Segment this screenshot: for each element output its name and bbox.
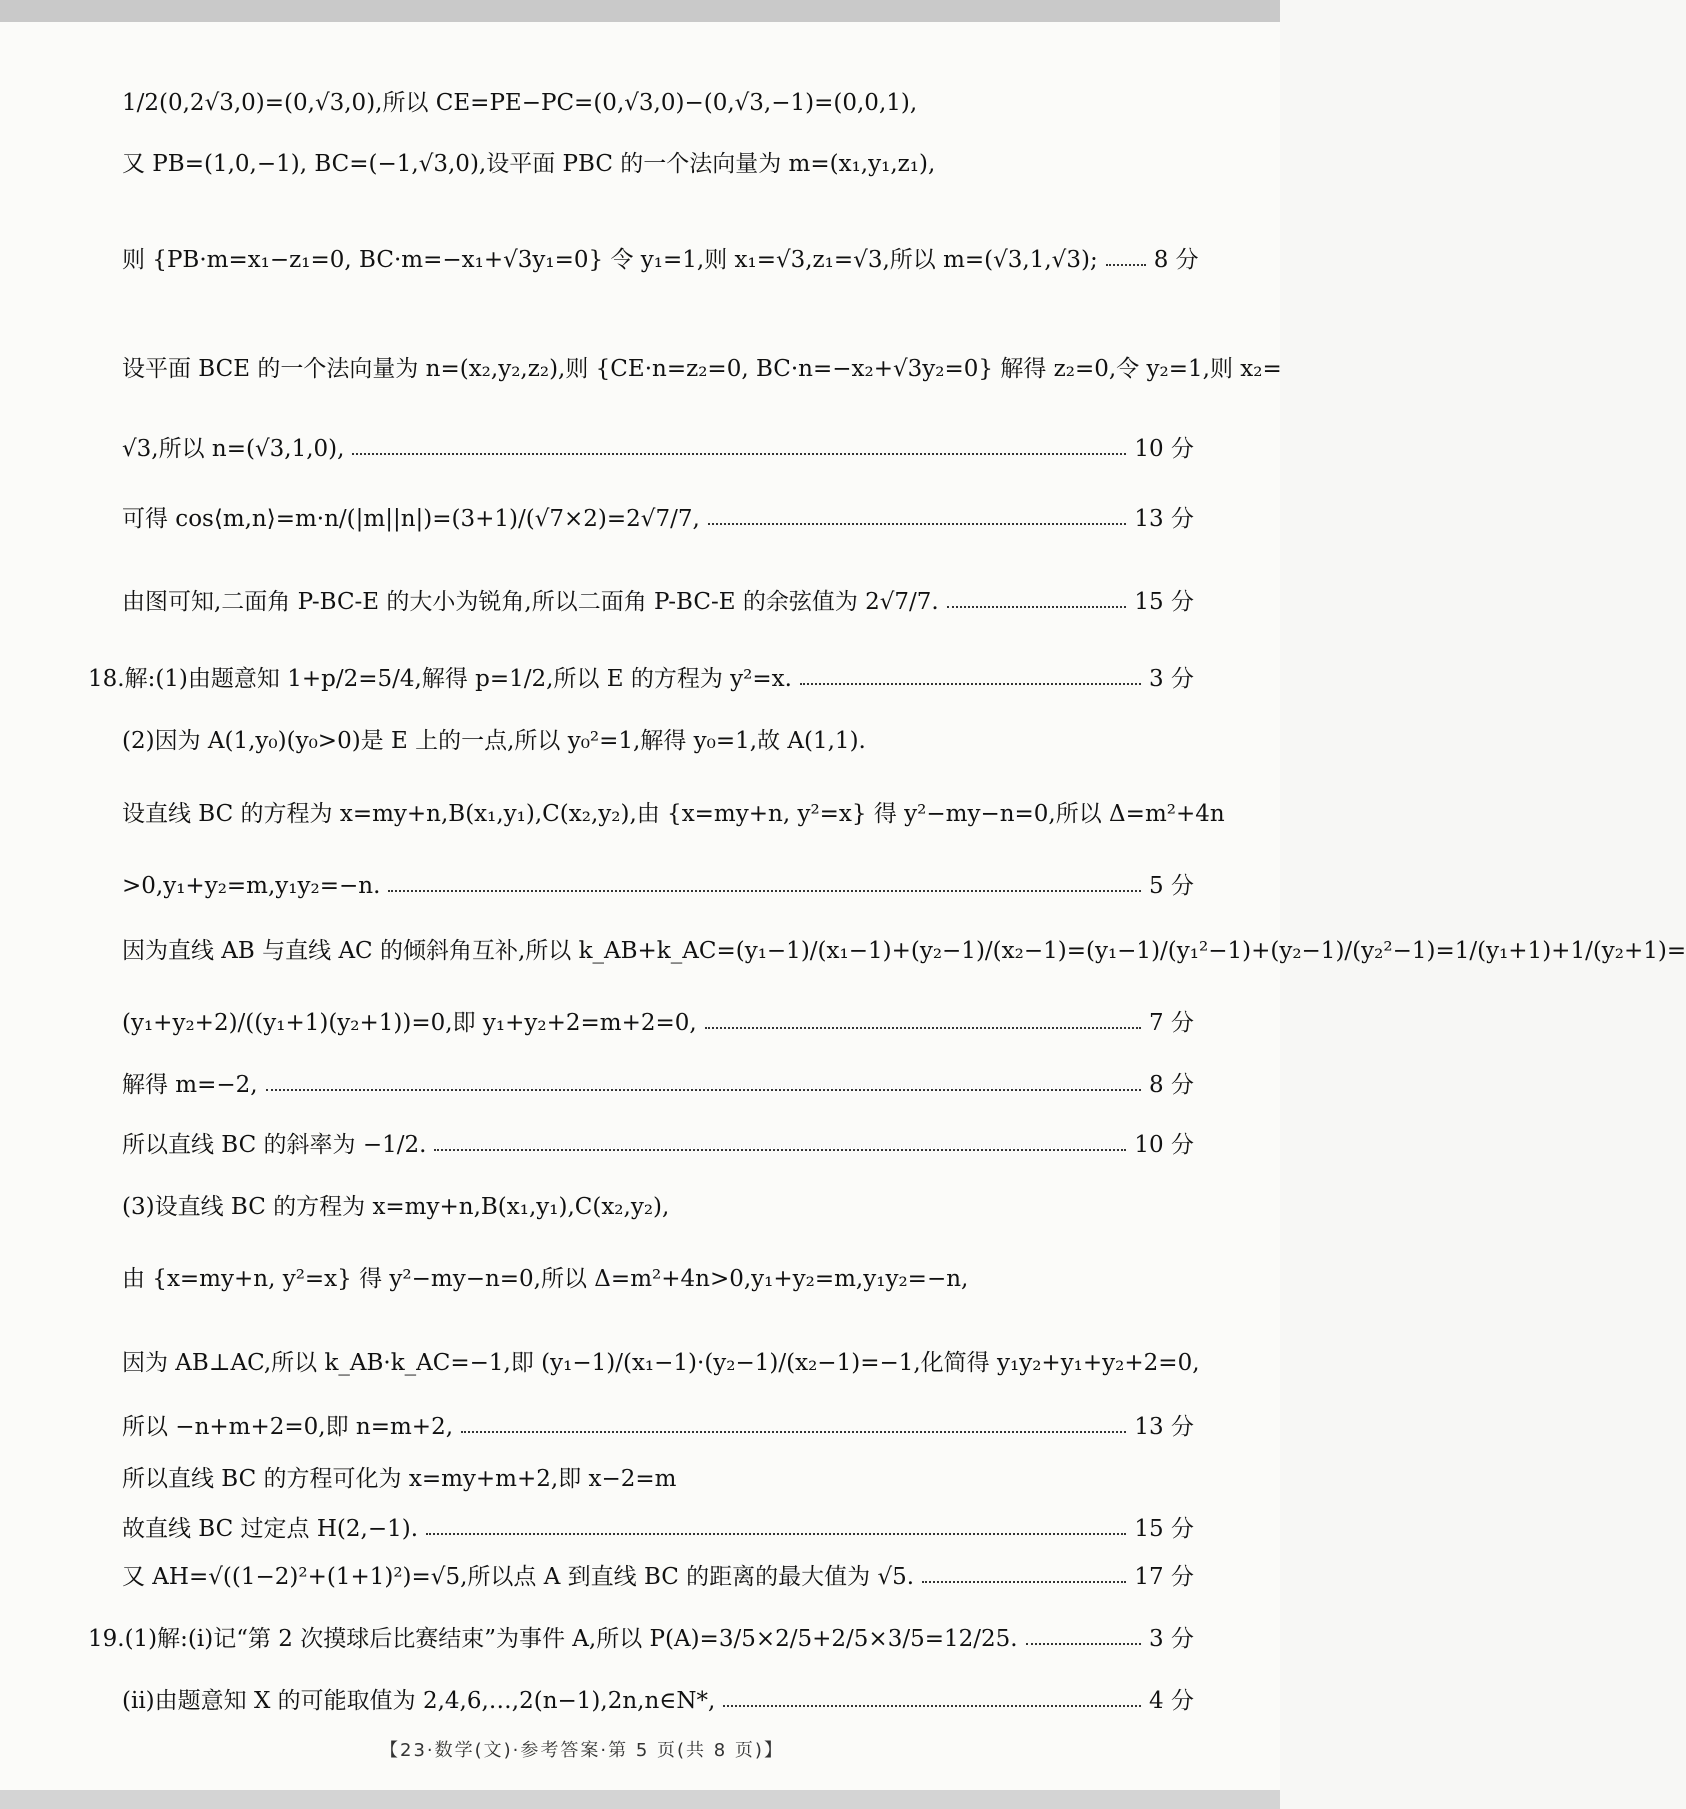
solution-line-8 xyxy=(88,662,1194,696)
line-text: 18.解:(1)由题意知 1+p/2=5/4,解得 p=1/2,所以 E 的方程为 y²=x. xyxy=(88,666,792,692)
line-text: 又 AH=√((1−2)²+(1+1)²)=√5,所以点 A 到直线 BC 的距离的最大值为 √5. xyxy=(122,1564,915,1590)
solution-line-17 xyxy=(122,1262,1194,1296)
score-label: 10 分 xyxy=(1134,436,1194,462)
line-text: 则 {PB·m=x₁−z₁=0, BC·m=−x₁+√3y₁=0} 令 y₁=1,则 x₁=√3,z₁=√3,所以 m=(√3,1,√3); xyxy=(122,247,1098,273)
score-label: 4 分 xyxy=(1149,1688,1194,1714)
solution-line-19 xyxy=(122,1410,1194,1444)
line-text: 由 {x=my+n, y²=x} 得 y²−my−n=0,所以 Δ=m²+4n>0,y₁+y₂=m,y₁y₂=−n, xyxy=(122,1266,969,1292)
solution-line-20 xyxy=(122,1462,1194,1496)
solution-line-1 xyxy=(122,86,1194,120)
score-label: 3 分 xyxy=(1149,1626,1194,1652)
leader-dots xyxy=(705,1025,1141,1029)
leader-dots xyxy=(434,1147,1126,1151)
score-label: 3 分 xyxy=(1149,666,1194,692)
score-label: 17 分 xyxy=(1134,1564,1194,1590)
line-text: 所以直线 BC 的斜率为 −1/2. xyxy=(122,1132,427,1158)
line-text: √3,所以 n=(√3,1,0), xyxy=(122,436,345,462)
solution-line-4 xyxy=(122,352,1282,386)
line-text: >0,y₁+y₂=m,y₁y₂=−n. xyxy=(122,873,381,899)
line-text: (y₁+y₂+2)/((y₁+1)(y₂+1))=0,即 y₁+y₂+2=m+2=0, xyxy=(122,1010,697,1036)
page-footer: 【23·数学(文)·参考答案·第 5 页(共 8 页)】 xyxy=(380,1740,784,1761)
score-label: 13 分 xyxy=(1134,1414,1194,1440)
solution-line-11 xyxy=(122,869,1194,903)
solution-line-12 xyxy=(122,934,1686,968)
line-text: 设直线 BC 的方程为 x=my+n,B(x₁,y₁),C(x₂,y₂),由 {x=my+n, y²=x} 得 y²−my−n=0,所以 Δ=m²+4n xyxy=(122,801,1225,827)
solution-line-16 xyxy=(122,1190,1194,1224)
leader-dots xyxy=(922,1579,1126,1583)
line-text: 又 PB=(1,0,−1), BC=(−1,√3,0),设平面 PBC 的一个法向量为 m=(x₁,y₁,z₁), xyxy=(122,151,936,177)
leader-dots xyxy=(947,604,1127,608)
line-text: 可得 cos⟨m,n⟩=m·n/(|m||n|)=(3+1)/(√7×2)=2√7/7, xyxy=(122,506,700,532)
score-label: 8 分 xyxy=(1153,247,1199,273)
line-text: 所以直线 BC 的方程可化为 x=my+m+2,即 x−2=m xyxy=(122,1466,677,1492)
solution-line-7 xyxy=(122,585,1194,619)
solution-line-6 xyxy=(122,502,1194,536)
solution-line-14 xyxy=(122,1068,1194,1102)
line-text: 故直线 BC 过定点 H(2,−1). xyxy=(122,1516,419,1542)
leader-dots xyxy=(426,1531,1126,1535)
leader-dots xyxy=(723,1703,1141,1707)
solution-line-21 xyxy=(122,1512,1194,1546)
line-text: 解得 m=−2, xyxy=(122,1072,258,1098)
line-text: 19.(1)解:(ⅰ)记“第 2 次摸球后比赛结束”为事件 A,所以 P(A)=3/5×2/5+2/5×3/5=12/25. xyxy=(88,1626,1018,1652)
leader-dots xyxy=(1026,1641,1141,1645)
score-label: 13 分 xyxy=(1134,506,1194,532)
score-label: 10 分 xyxy=(1134,1132,1194,1158)
line-text: 1/2(0,2√3,0)=(0,√3,0),所以 CE=PE−PC=(0,√3,0)−(0,√3,−1)=(0,0,1), xyxy=(122,90,918,116)
solution-line-18 xyxy=(122,1346,1200,1380)
leader-dots xyxy=(352,451,1126,455)
leader-dots xyxy=(1106,262,1146,266)
leader-dots xyxy=(388,888,1141,892)
solution-line-9 xyxy=(122,724,1194,758)
line-text: 所以 −n+m+2=0,即 n=m+2, xyxy=(122,1414,454,1440)
leader-dots xyxy=(800,681,1141,685)
solution-line-15 xyxy=(122,1128,1194,1162)
line-text: 因为直线 AB 与直线 AC 的倾斜角互补,所以 k_AB+k_AC=(y₁−1)/(x₁−1)+(y₂−1)/(x₂−1)=(y₁−1)/(y₁²−1)+(y₂−1)/(y₂²−1)=1/(y₁+1)+1/(y₂+1)= xyxy=(122,938,1686,964)
line-text: (3)设直线 BC 的方程为 x=my+n,B(x₁,y₁),C(x₂,y₂), xyxy=(122,1194,670,1220)
score-label: 8 分 xyxy=(1149,1072,1194,1098)
scan-bottom-edge xyxy=(0,1790,1280,1809)
score-label: 15 分 xyxy=(1134,1516,1194,1542)
solution-line-13 xyxy=(122,1006,1194,1040)
leader-dots xyxy=(461,1429,1126,1433)
score-label: 15 分 xyxy=(1134,589,1194,615)
leader-dots xyxy=(708,521,1127,525)
scan-top-edge xyxy=(0,0,1280,22)
solution-line-23 xyxy=(88,1622,1194,1656)
line-text: 因为 AB⊥AC,所以 k_AB·k_AC=−1,即 (y₁−1)/(x₁−1)·(y₂−1)/(x₂−1)=−1,化简得 y₁y₂+y₁+y₂+2=0, xyxy=(122,1350,1200,1376)
solution-line-2 xyxy=(122,147,1194,181)
line-text: (ⅱ)由题意知 X 的可能取值为 2,4,6,…,2(n−1),2n,n∈N*, xyxy=(122,1688,716,1714)
score-label: 5 分 xyxy=(1149,873,1194,899)
solution-line-3 xyxy=(122,243,1199,277)
solution-line-5 xyxy=(122,432,1194,466)
solution-line-10 xyxy=(122,797,1225,831)
line-text: (2)因为 A(1,y₀)(y₀>0)是 E 上的一点,所以 y₀²=1,解得 y₀=1,故 A(1,1). xyxy=(122,728,866,754)
solution-line-24 xyxy=(122,1684,1194,1718)
line-text: 由图可知,二面角 P-BC-E 的大小为锐角,所以二面角 P-BC-E 的余弦值为 2√7/7. xyxy=(122,589,939,615)
score-label: 7 分 xyxy=(1149,1010,1194,1036)
line-text: 设平面 BCE 的一个法向量为 n=(x₂,y₂,z₂),则 {CE·n=z₂=0, BC·n=−x₂+√3y₂=0} 解得 z₂=0,令 y₂=1,则 x₂= xyxy=(122,356,1282,382)
leader-dots xyxy=(266,1087,1141,1091)
solution-line-22 xyxy=(122,1560,1194,1594)
